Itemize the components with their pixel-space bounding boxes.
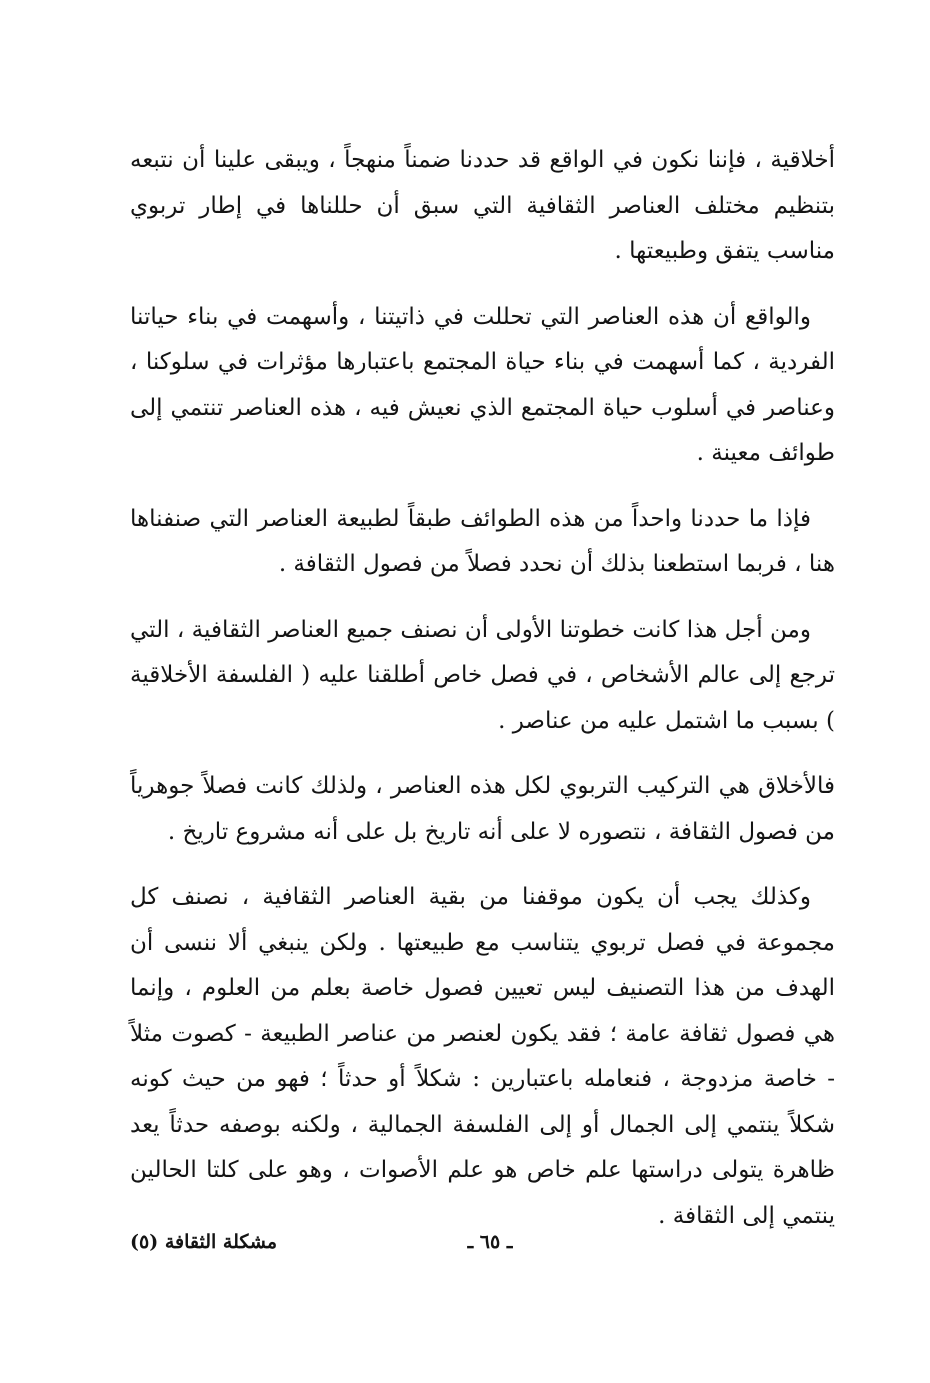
footer-book-title: مشكلة الثقافة (٥) <box>130 1231 278 1253</box>
page-body <box>130 138 835 1259</box>
paragraph-1: أخلاقية ، فإننا نكون في الواقع قد حددنا ضمناً منهجاً ، ويبقى علينا أن نتبعه بتنظيم مختلف العناصر الثقافية التي سبق أن حللناها في إطار تربوي مناسب يتفق وطبيعتها . <box>130 147 835 264</box>
paragraph-5: فالأخلاق هي التركيب التربوي لكل هذه العناصر ، ولذلك كانت فصلاً جوهرياً من فصول الثقافة ، نتصوره لا على أنه تاريخ بل على أنه مشروع تاريخ . <box>130 773 835 845</box>
footer-page-number: ـ ٦٥ ـ <box>467 1231 513 1253</box>
paragraph-2: والواقع أن هذه العناصر التي تحللت في ذاتيتنا ، وأسهمت في بناء حياتنا الفردية ، كما أسهمت في بناء حياة المجتمع باعتبارها مؤثرات في سلوكنا ، وعناصر في أسلوب حياة المجتمع الذي نعيش فيه ، هذه العناصر تنتمي إلى طوائف معينة . <box>130 303 835 466</box>
paragraph-6: وكذلك يجب أن يكون موقفنا من بقية العناصر الثقافية ، نصنف كل مجموعة في فصل تربوي يتناسب مع طبيعتها . ولكن ينبغي ألا ننسى أن الهدف من هذا التصنيف ليس تعيين فصول خاصة بعلم من العلوم ، وإنما هي فصول ثقافة عامة ؛ فقد يكون لعنصر من عناصر الطبيعة - كصوت مثلاً - خاصة مزدوجة ، فنعامله باعتبارين : شكلاً أو حدثاً ؛ فهو من حيث كونه شكلاً ينتمي إلى الجمال أو إلى الفلسفة الجمالية ، ولكنه بوصفه حدثاً يعد ظاهرة يتولى دراستها علم خاص هو علم الأصوات ، وهو على كلتا الحالين ينتمي إلى الثقافة . <box>130 884 835 1229</box>
page-footer <box>130 1231 835 1271</box>
paragraph-3: فإذا ما حددنا واحداً من هذه الطوائف طبقاً لطبيعة العناصر التي صنفناها هنا ، فربما استطعنا بذلك أن نحدد فصلاً من فصول الثقافة . <box>130 505 835 577</box>
paragraph-4: ومن أجل هذا كانت خطوتنا الأولى أن نصنف جميع العناصر الثقافية ، التي ترجع إلى عالم الأشخاص ، في فصل خاص أطلقنا عليه ( الفلسفة الأخلاقية ) بسبب ما اشتمل عليه من عناصر . <box>130 616 835 734</box>
